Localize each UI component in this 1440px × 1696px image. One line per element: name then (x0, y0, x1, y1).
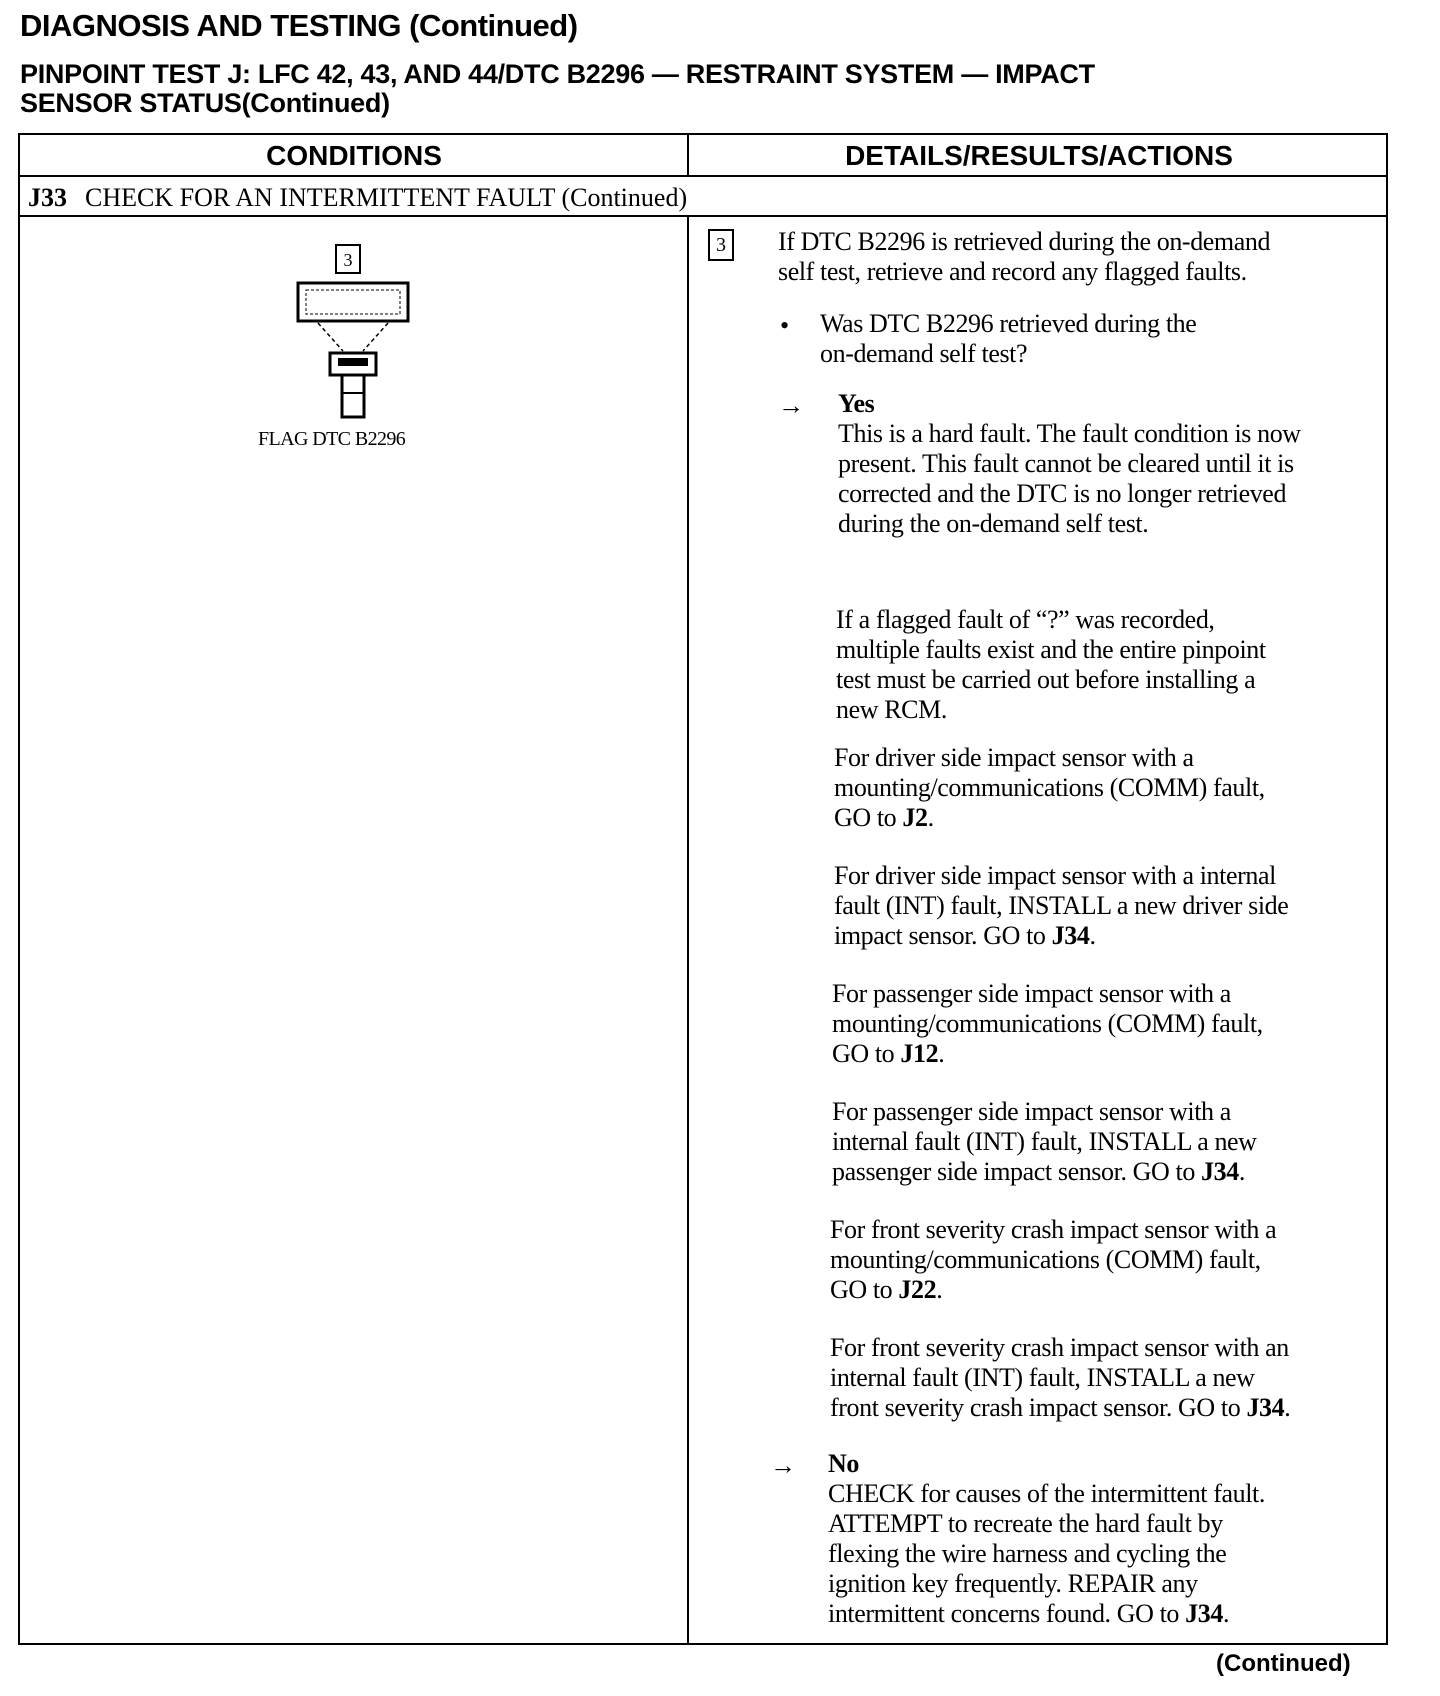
yes-result (838, 389, 1301, 539)
passenger-int-action (832, 1097, 1257, 1187)
continued-footer: (Continued) (1216, 1650, 1351, 1677)
conditions-column-header: CONDITIONS (266, 140, 442, 171)
action-line: fault (INT) fault, INSTALL a new driver side (834, 891, 1289, 920)
intro-line: self test, retrieve and record any flagged faults. (778, 257, 1247, 286)
action-line: For front severity crash impact sensor with a (830, 1215, 1277, 1244)
display-screen (306, 290, 400, 314)
test-title-line-1: PINPOINT TEST J: LFC 42, 43, AND 44/DTC B2296 — RESTRAINT SYSTEM — IMPACT (20, 59, 1095, 89)
step-link-j22[interactable]: J22 (898, 1275, 937, 1304)
flag-dtc-label: FLAG DTC B2296 (258, 428, 406, 450)
action-line: mounting/communications (COMM) fault, (832, 1009, 1263, 1038)
driver-int-action (834, 861, 1288, 951)
yes-line: This is a hard fault. The fault condition is now (838, 419, 1301, 448)
yes-label: Yes (838, 389, 875, 418)
no-line: ATTEMPT to recreate the hard fault by (828, 1509, 1223, 1538)
bullet-icon: • (780, 311, 790, 340)
note-line: multiple faults exist and the entire pinpoint (836, 635, 1266, 664)
note-line: If a flagged fault of “?” was recorded, (836, 605, 1215, 634)
step-link-j34[interactable]: J34 (1185, 1599, 1223, 1628)
column-divider-header (687, 135, 689, 177)
question-text (820, 309, 1196, 369)
no-label: No (828, 1449, 859, 1478)
intro-line: If DTC B2296 is retrieved during the on-demand (778, 227, 1271, 256)
no-line: ignition key frequently. REPAIR any (828, 1569, 1198, 1598)
period: . (1089, 921, 1096, 950)
go-to-text: intermittent concerns found. GO to (828, 1599, 1186, 1628)
action-line: For driver side impact sensor with a (834, 743, 1194, 772)
period: . (938, 1039, 945, 1068)
step-id: J33 (28, 183, 67, 212)
action-line: mounting/communications (COMM) fault, (830, 1245, 1261, 1274)
scan-tool-screen (338, 358, 368, 366)
go-to-text: GO to (830, 1275, 899, 1304)
step-link-j34[interactable]: J34 (1051, 921, 1090, 950)
scan-tool-handle (342, 375, 364, 417)
yes-line: during the on-demand self test. (838, 509, 1149, 538)
arrow-right-icon: → (770, 1451, 796, 1480)
details-column-header: DETAILS/RESULTS/ACTIONS (845, 140, 1233, 171)
driver-comm-action (834, 743, 1265, 833)
projection-line-right (363, 323, 388, 351)
step-row (28, 183, 687, 213)
pinpoint-test-table (18, 133, 1388, 1645)
action-line: For passenger side impact sensor with a (832, 1097, 1231, 1126)
scan-tool-illustration (288, 243, 418, 423)
question-line: on-demand self test? (820, 339, 1028, 368)
yes-line: corrected and the DTC is no longer retrieved (838, 479, 1287, 508)
period: . (927, 803, 934, 832)
period: . (1284, 1393, 1291, 1422)
step-title: CHECK FOR AN INTERMITTENT FAULT (Continued) (85, 183, 688, 212)
go-to-text: GO to (832, 1039, 901, 1068)
no-result (828, 1449, 1265, 1629)
step-row-divider (20, 215, 1386, 217)
period: . (936, 1275, 943, 1304)
period: . (1238, 1157, 1245, 1186)
note-line: test must be carried out before installing a (836, 665, 1256, 694)
yes-line: present. This fault cannot be cleared until it is (838, 449, 1294, 478)
action-line: For passenger side impact sensor with a (832, 979, 1231, 1008)
action-line: internal fault (INT) fault, INSTALL a new (832, 1127, 1257, 1156)
front-int-action (830, 1333, 1290, 1423)
action-line: For front severity crash impact sensor with an (830, 1333, 1289, 1362)
period: . (1222, 1599, 1230, 1628)
go-to-text: passenger side impact sensor. GO to (832, 1157, 1202, 1186)
step-link-j34[interactable]: J34 (1201, 1157, 1239, 1186)
front-comm-action (830, 1215, 1276, 1305)
projection-line-left (318, 323, 343, 351)
step-number: 3 (343, 250, 353, 270)
column-divider-body (687, 217, 689, 1643)
go-to-text: GO to (834, 803, 903, 832)
no-line: CHECK for causes of the intermittent fault. (828, 1479, 1265, 1508)
action-line: mounting/communications (COMM) fault, (834, 773, 1265, 802)
go-to-text: front severity crash impact sensor. GO to (830, 1393, 1247, 1422)
go-to-text: impact sensor. GO to (834, 921, 1052, 950)
action-line: For driver side impact sensor with a internal (834, 861, 1276, 890)
intro-text (778, 227, 1270, 287)
step-link-j2[interactable]: J2 (902, 803, 928, 832)
note-line: new RCM. (836, 695, 947, 724)
page-title: DIAGNOSIS AND TESTING (Continued) (20, 8, 578, 43)
action-line: internal fault (INT) fault, INSTALL a new (830, 1363, 1255, 1392)
arrow-right-icon: → (778, 391, 804, 420)
header-divider (20, 175, 1386, 177)
test-title-line-2: SENSOR STATUS(Continued) (20, 88, 390, 118)
passenger-comm-action (832, 979, 1263, 1069)
no-line: flexing the wire harness and cycling the (828, 1539, 1227, 1568)
step-link-j34[interactable]: J34 (1246, 1393, 1285, 1422)
step-link-j12[interactable]: J12 (900, 1039, 939, 1068)
flagged-fault-note (836, 605, 1266, 725)
pinpoint-test-title (20, 60, 1360, 118)
question-line: Was DTC B2296 retrieved during the (820, 309, 1197, 338)
details-step-number: 3 (708, 229, 734, 261)
